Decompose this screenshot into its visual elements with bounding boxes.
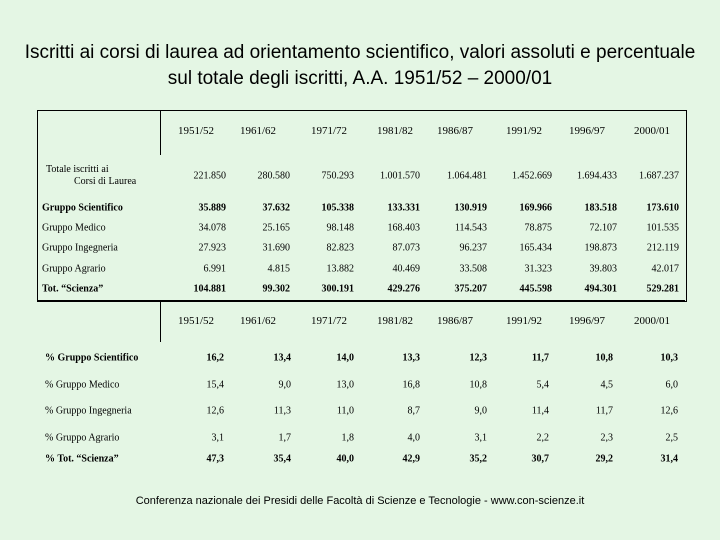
table-cell: 5,4 bbox=[536, 379, 549, 391]
column-header-1971-72: 1971/72 bbox=[310, 125, 348, 137]
column-header-pct-1986-87: 1986/87 bbox=[436, 315, 474, 327]
table-cell: 168.403 bbox=[387, 222, 420, 234]
table-cell: 1.452.669 bbox=[512, 170, 552, 182]
table-cell: 40,0 bbox=[336, 453, 354, 465]
table-cell: 42.017 bbox=[651, 263, 679, 275]
row-label: Tot. “Scienza” bbox=[42, 283, 104, 295]
table-cell: 529.281 bbox=[646, 283, 679, 295]
table-cell: 1.694.433 bbox=[577, 170, 617, 182]
table-cell: 12,3 bbox=[469, 352, 487, 364]
column-header-1996-97: 1996/97 bbox=[568, 125, 606, 137]
column-header-pct-1971-72: 1971/72 bbox=[310, 315, 348, 327]
table-cell: 9,0 bbox=[474, 405, 487, 417]
table-cell: 31.690 bbox=[262, 242, 290, 254]
table-cell: 35,4 bbox=[273, 453, 291, 465]
table-cell: 1.064.481 bbox=[447, 170, 487, 182]
table-cell: 104.881 bbox=[193, 283, 226, 295]
table-cell: 2,3 bbox=[600, 432, 613, 444]
column-header-pct-1951-52: 1951/52 bbox=[177, 315, 215, 327]
table-cell: 10,8 bbox=[595, 352, 613, 364]
table-cell: 212.119 bbox=[646, 242, 679, 254]
column-header-2000-01: 2000/01 bbox=[633, 125, 671, 137]
table-cell: 25.165 bbox=[262, 222, 290, 234]
table-cell: 8,7 bbox=[407, 405, 420, 417]
row-label-line: Corsi di Laurea bbox=[74, 176, 137, 187]
table-cell: 12,6 bbox=[206, 405, 224, 417]
grid-line bbox=[37, 300, 685, 301]
column-header-pct-1961-62: 1961/62 bbox=[239, 315, 277, 327]
table-cell: 1,8 bbox=[341, 432, 354, 444]
table-cell: 35.889 bbox=[198, 202, 226, 214]
table-cell: 3,1 bbox=[211, 432, 224, 444]
table-cell: 11,4 bbox=[531, 405, 549, 417]
table-cell: 10,3 bbox=[660, 352, 678, 364]
table-cell: 221.850 bbox=[193, 170, 226, 182]
table-cell: 14,0 bbox=[336, 352, 354, 364]
table-cell: 15,4 bbox=[206, 379, 224, 391]
table-cell: 445.598 bbox=[519, 283, 552, 295]
table-cell: 31.323 bbox=[524, 263, 552, 275]
table-cell: 4,5 bbox=[600, 379, 613, 391]
table-cell: 11,0 bbox=[336, 405, 354, 417]
table-cell: 40.469 bbox=[392, 263, 420, 275]
table-cell: 1,7 bbox=[278, 432, 291, 444]
column-header-1961-62: 1961/62 bbox=[239, 125, 277, 137]
table-cell: 13,3 bbox=[402, 352, 420, 364]
table-cell: 2,2 bbox=[536, 432, 549, 444]
row-label: % Gruppo Medico bbox=[45, 379, 120, 391]
table-cell: 99.302 bbox=[262, 283, 290, 295]
table-cell: 750.293 bbox=[321, 170, 354, 182]
row-label: % Tot. “Scienza” bbox=[45, 453, 119, 465]
table-cell: 30,7 bbox=[531, 453, 549, 465]
table-cell: 1.001.570 bbox=[380, 170, 420, 182]
table-cell: 4,0 bbox=[407, 432, 420, 444]
table-cell: 42,9 bbox=[402, 453, 420, 465]
table-cell: 165.434 bbox=[519, 242, 552, 254]
table-cell: 11,7 bbox=[595, 405, 613, 417]
table-cell: 47,3 bbox=[206, 453, 224, 465]
table-cell: 82.823 bbox=[326, 242, 354, 254]
table-cell: 300.191 bbox=[321, 283, 354, 295]
table-cell: 2,5 bbox=[665, 432, 678, 444]
table-cell: 114.543 bbox=[454, 222, 487, 234]
table-cell: 6.991 bbox=[203, 263, 226, 275]
table-cell: 35,2 bbox=[469, 453, 487, 465]
row-label: % Gruppo Ingegneria bbox=[45, 405, 132, 417]
table-cell: 98.148 bbox=[326, 222, 354, 234]
table-cell: 4.815 bbox=[267, 263, 290, 275]
table-cell: 27.923 bbox=[198, 242, 226, 254]
row-label: % Gruppo Scientifico bbox=[45, 352, 139, 364]
table-cell: 11,3 bbox=[273, 405, 291, 417]
column-header-1991-92: 1991/92 bbox=[505, 125, 543, 137]
column-header-1986-87: 1986/87 bbox=[436, 125, 474, 137]
column-header-pct-2000-01: 2000/01 bbox=[633, 315, 671, 327]
table-cell: 280.580 bbox=[257, 170, 290, 182]
row-label: % Gruppo Agrario bbox=[45, 432, 120, 444]
table-cell: 198.873 bbox=[584, 242, 617, 254]
table-cell: 12,6 bbox=[660, 405, 678, 417]
table-cell: 101.535 bbox=[646, 222, 679, 234]
table-cell: 10,8 bbox=[469, 379, 487, 391]
row-label-line: Totale iscritti ai bbox=[46, 164, 109, 175]
table-cell: 16,8 bbox=[402, 379, 420, 391]
row-label: Gruppo Medico bbox=[42, 222, 106, 234]
table-cell: 130.919 bbox=[454, 202, 487, 214]
table-cell: 78.875 bbox=[524, 222, 552, 234]
table-cell: 13,0 bbox=[336, 379, 354, 391]
table-cell: 173.610 bbox=[646, 202, 679, 214]
table-cell: 39.803 bbox=[589, 263, 617, 275]
row-label: Gruppo Agrario bbox=[42, 263, 106, 275]
grid-line bbox=[160, 110, 161, 155]
table-cell: 13.882 bbox=[326, 263, 354, 275]
footer-credit: Conferenza nazionale dei Presidi delle Facoltà di Scienze e Tecnologie - www.con-scienze.it bbox=[135, 495, 585, 507]
table-cell: 375.207 bbox=[454, 283, 487, 295]
column-header-pct-1991-92: 1991/92 bbox=[505, 315, 543, 327]
row-label: Gruppo Ingegneria bbox=[42, 242, 118, 254]
table-cell: 33.508 bbox=[459, 263, 487, 275]
table-cell: 16,2 bbox=[206, 352, 224, 364]
table-cell: 87.073 bbox=[392, 242, 420, 254]
table-cell: 169.966 bbox=[519, 202, 552, 214]
table-cell: 494.301 bbox=[584, 283, 617, 295]
table-cell: 37.632 bbox=[262, 202, 290, 214]
table-cell: 29,2 bbox=[595, 453, 613, 465]
table-cell: 9,0 bbox=[278, 379, 291, 391]
slide-title: Iscritti ai corsi di laurea ad orientamento scientifico, valori assoluti e percentuale sul totale degli iscritti, A.A. 1951/52 – 2000/01 bbox=[24, 42, 696, 89]
table-cell: 13,4 bbox=[273, 352, 291, 364]
row-label bbox=[46, 164, 156, 188]
column-header-pct-1996-97: 1996/97 bbox=[568, 315, 606, 327]
column-header-1981-82: 1981/82 bbox=[376, 125, 414, 137]
table-cell: 429.276 bbox=[387, 283, 420, 295]
row-label: Gruppo Scientifico bbox=[42, 202, 123, 214]
column-header-pct-1981-82: 1981/82 bbox=[376, 315, 414, 327]
table-cell: 72.107 bbox=[589, 222, 617, 234]
table-cell: 11,7 bbox=[532, 352, 549, 364]
table-cell: 105.338 bbox=[321, 202, 354, 214]
table-cell: 31,4 bbox=[660, 453, 678, 465]
grid-line bbox=[160, 300, 161, 342]
table-cell: 96.237 bbox=[459, 242, 487, 254]
column-header-1951-52: 1951/52 bbox=[177, 125, 215, 137]
table-cell: 183.518 bbox=[584, 202, 617, 214]
table-cell: 1.687.237 bbox=[639, 170, 679, 182]
table-cell: 6,0 bbox=[665, 379, 678, 391]
table-cell: 133.331 bbox=[387, 202, 420, 214]
table-cell: 34.078 bbox=[198, 222, 226, 234]
table-cell: 3,1 bbox=[474, 432, 487, 444]
